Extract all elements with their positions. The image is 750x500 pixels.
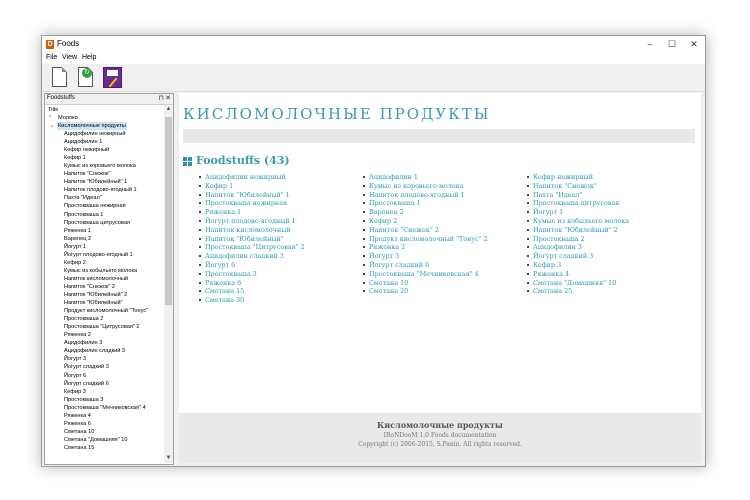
grid-icon (183, 157, 192, 166)
page-footer (179, 413, 701, 463)
panel-title: Foodstuffs (47, 95, 75, 101)
food-link[interactable]: Йогурт сладкий 3 (527, 252, 629, 261)
chevron-right-icon[interactable]: › (49, 114, 51, 120)
panel-header (45, 94, 173, 105)
food-link[interactable]: Кумыс из коровьего молока (363, 182, 488, 191)
food-link[interactable]: Йогурт 1 (527, 208, 629, 217)
tree-item[interactable]: Напиток кисломолочный (64, 275, 129, 282)
tree-item[interactable]: Ацидофилин сладкий 3 (64, 348, 125, 355)
tree-root[interactable]: Title (48, 107, 59, 113)
food-link[interactable]: Ацидофилин 3 (527, 243, 629, 252)
tree-item[interactable]: Ряженка 1 (64, 227, 91, 234)
food-link[interactable]: Ацидофилин 1 (363, 173, 488, 182)
food-link[interactable]: Кумыс из кобыльего молока (527, 217, 629, 226)
food-link[interactable]: Ряженка 2 (363, 243, 488, 252)
pin-icon[interactable]: ⊓ (158, 95, 164, 102)
food-link[interactable]: Сметана 20 (363, 287, 488, 296)
food-link[interactable]: Напиток "Юбилейный" (199, 235, 305, 244)
page-title: КИСЛОМОЛОЧНЫЕ ПРОДУКТЫ (183, 105, 491, 123)
tree-item[interactable]: Ряженка 2 (64, 332, 91, 339)
food-link[interactable]: Простокваша 2 (527, 235, 629, 244)
tree-item[interactable]: Простокваша "Цитрусовая" 2 (64, 324, 140, 331)
heading-divider (183, 129, 695, 143)
tree-item[interactable]: Напиток "Снежок" (64, 171, 111, 178)
tree-item[interactable]: Кумыс из коровьего молока (64, 163, 136, 170)
save-edit-button[interactable] (100, 66, 122, 89)
food-link[interactable]: Напиток плодово-ягодный 1 (363, 191, 488, 200)
food-link[interactable]: Йогурт плодово-ягодный 1 (199, 217, 305, 226)
menu-bar (42, 53, 705, 64)
tree-view[interactable] (45, 105, 163, 463)
tree-item[interactable]: Напиток "Юбилейный" (64, 300, 123, 307)
tree-item[interactable]: Йогурт сладкий 6 (64, 380, 109, 387)
tree-item[interactable]: Простокваша 1 (64, 211, 104, 218)
food-link[interactable]: Пахта "Идеал" (527, 191, 629, 200)
scroll-up-icon[interactable]: ▲ (165, 106, 172, 112)
tree-item[interactable]: Йогурт 1 (64, 243, 87, 250)
food-link[interactable]: Простокваша 1 (363, 199, 488, 208)
minimize-button[interactable]: – (647, 39, 653, 49)
close-button[interactable]: ✕ (690, 39, 698, 49)
food-link[interactable]: Напиток "Юбилейный" 1 (199, 191, 305, 200)
food-column-1 (199, 173, 305, 305)
tree-item[interactable]: Простокваша цитрусовая (64, 219, 130, 226)
tree-item[interactable]: Варенец 2 (64, 235, 92, 242)
panel-close-icon[interactable]: ✕ (165, 95, 171, 102)
food-link[interactable]: Кефир 2 (363, 217, 488, 226)
new-document-icon (52, 67, 67, 87)
tree-item[interactable]: Йогурт сладкий 3 (64, 364, 109, 371)
food-link[interactable]: Напиток кисломолочный (199, 226, 305, 235)
food-link[interactable]: Сметана "Домашняя" 10 (527, 279, 629, 288)
chevron-down-icon[interactable]: ⌄ (49, 123, 55, 129)
footer-copyright: Copyright (c) 2006-2015, S.Panin. All rights reserved. (358, 441, 522, 448)
tree-item[interactable]: Простокваша 2 (64, 316, 104, 323)
footer-title: Кисломолочные продукты (377, 420, 503, 430)
food-link[interactable]: Ряженка 4 (527, 270, 629, 279)
food-column-2 (363, 173, 488, 296)
food-link[interactable]: Ряженка 6 (199, 279, 305, 288)
tree-item[interactable]: Ряженка 4 (64, 412, 91, 419)
tree-item[interactable]: Кумыс из кобыльего молока (64, 267, 138, 274)
section-title: Foodstuffs (43) (196, 154, 290, 167)
food-link[interactable]: Простокваша "Мечниковская" 4 (363, 270, 488, 279)
tree-item[interactable]: Напиток "Снежок" 2 (64, 283, 116, 290)
footer-subtitle: IRoNDooM 1.0 Foods documentation (383, 432, 497, 439)
food-link[interactable]: Напиток "Снежок" (527, 182, 629, 191)
app-window (41, 35, 706, 467)
tree-item[interactable]: Кефир 1 (64, 155, 86, 162)
tree-item[interactable]: Йогурт плодово-ягодный 1 (64, 251, 133, 258)
tree-item[interactable]: Простокваша "Мечниковская" 4 (64, 404, 146, 411)
food-link[interactable]: Ацидофилин нежирный (199, 173, 305, 182)
tree-item[interactable]: Кефир 3 (64, 388, 86, 395)
food-column-3 (527, 173, 629, 296)
food-link[interactable]: Сметана 25 (527, 287, 629, 296)
tree-node-selected[interactable]: Кисломолочные продукты (58, 123, 126, 129)
tree-item[interactable]: Простокваша 3 (64, 396, 104, 403)
food-link[interactable]: Йогурт сладкий 6 (363, 261, 488, 270)
food-link[interactable]: Варенец 2 (363, 208, 488, 217)
foodstuffs-panel (44, 93, 174, 465)
scroll-down-icon[interactable]: ▼ (165, 455, 172, 461)
tree-item[interactable]: Сметана 10 (64, 428, 95, 435)
maximize-button[interactable]: ☐ (667, 39, 677, 49)
food-link[interactable]: Кефир 1 (199, 182, 305, 191)
title-bar (42, 36, 705, 53)
food-link[interactable]: Напиток "Юбилейный" 2 (527, 226, 629, 235)
food-link[interactable]: Сметана 30 (199, 296, 305, 305)
tree-item[interactable]: Напиток плодово-ягодный 1 (64, 187, 137, 194)
food-link[interactable]: Напиток "Снежок" 2 (363, 226, 488, 235)
tree-item[interactable]: Кефир нежирный (64, 147, 110, 154)
food-link[interactable]: Ряженка 1 (199, 208, 305, 217)
menu-help[interactable]: Help (82, 54, 97, 61)
food-link[interactable]: Простокваша "Цитрусовая" 2 (199, 243, 305, 252)
tree-item[interactable]: Ацидофилин 3 (64, 340, 103, 347)
tree-item[interactable]: Кефир 2 (64, 259, 86, 266)
tree-node-moloko[interactable]: Молоко (58, 115, 78, 121)
scrollbar-thumb[interactable] (165, 117, 172, 305)
food-link[interactable]: Йогурт 6 (199, 261, 305, 270)
menu-file[interactable]: File (46, 54, 58, 61)
tree-item[interactable]: Простокваша нежирная (64, 203, 126, 210)
tree-item[interactable]: Ряженка 6 (64, 420, 91, 427)
window-title: Foods (57, 39, 80, 48)
tree-item[interactable]: Напиток "Юбилейный" 2 (64, 292, 128, 298)
menu-view[interactable]: View (62, 54, 78, 61)
app-icon: D (47, 41, 53, 48)
tree-item[interactable]: Сметана 15 (64, 444, 95, 451)
open-document-icon: ↻ (78, 67, 93, 87)
save-edit-icon (103, 67, 122, 88)
food-link[interactable]: Простокваша 3 (199, 270, 305, 279)
tree-item[interactable]: Пахта "Идеал" (64, 195, 102, 202)
tree-scrollbar[interactable] (164, 105, 173, 463)
toolbar (42, 64, 705, 92)
food-link[interactable]: Ацидофилин сладкий 3 (199, 252, 305, 261)
new-document-button[interactable] (48, 66, 70, 89)
food-link[interactable]: Продукт кисломолочный "Тонус" 2 (363, 235, 488, 244)
food-link[interactable]: Кефир нежирный (527, 173, 629, 182)
open-document-button[interactable] (74, 66, 96, 89)
food-link[interactable]: Сметана 10 (363, 279, 488, 288)
content-area (179, 93, 701, 463)
tree-item[interactable]: Ацидофилин нежирный (64, 131, 126, 137)
tree-item[interactable]: Сметана "Домашняя" 10 (64, 436, 128, 443)
food-link[interactable]: Сметана 15 (199, 287, 305, 296)
tree-item[interactable]: Продукт кисломолочный "Тонус" (64, 308, 149, 315)
food-link[interactable]: Кефир 3 (527, 261, 629, 270)
tree-item[interactable]: Йогурт 3 (64, 356, 87, 363)
food-link[interactable]: Простокваша нежирная (199, 199, 305, 208)
food-link[interactable]: Простокваша цитрусовая (527, 199, 629, 208)
food-link[interactable]: Йогурт 3 (363, 252, 488, 261)
tree-item[interactable]: Ацидофилин 1 (64, 139, 103, 146)
tree-item[interactable]: Напиток "Юбилейный" 1 (64, 179, 128, 186)
tree-item[interactable]: Йогурт 6 (64, 372, 87, 379)
